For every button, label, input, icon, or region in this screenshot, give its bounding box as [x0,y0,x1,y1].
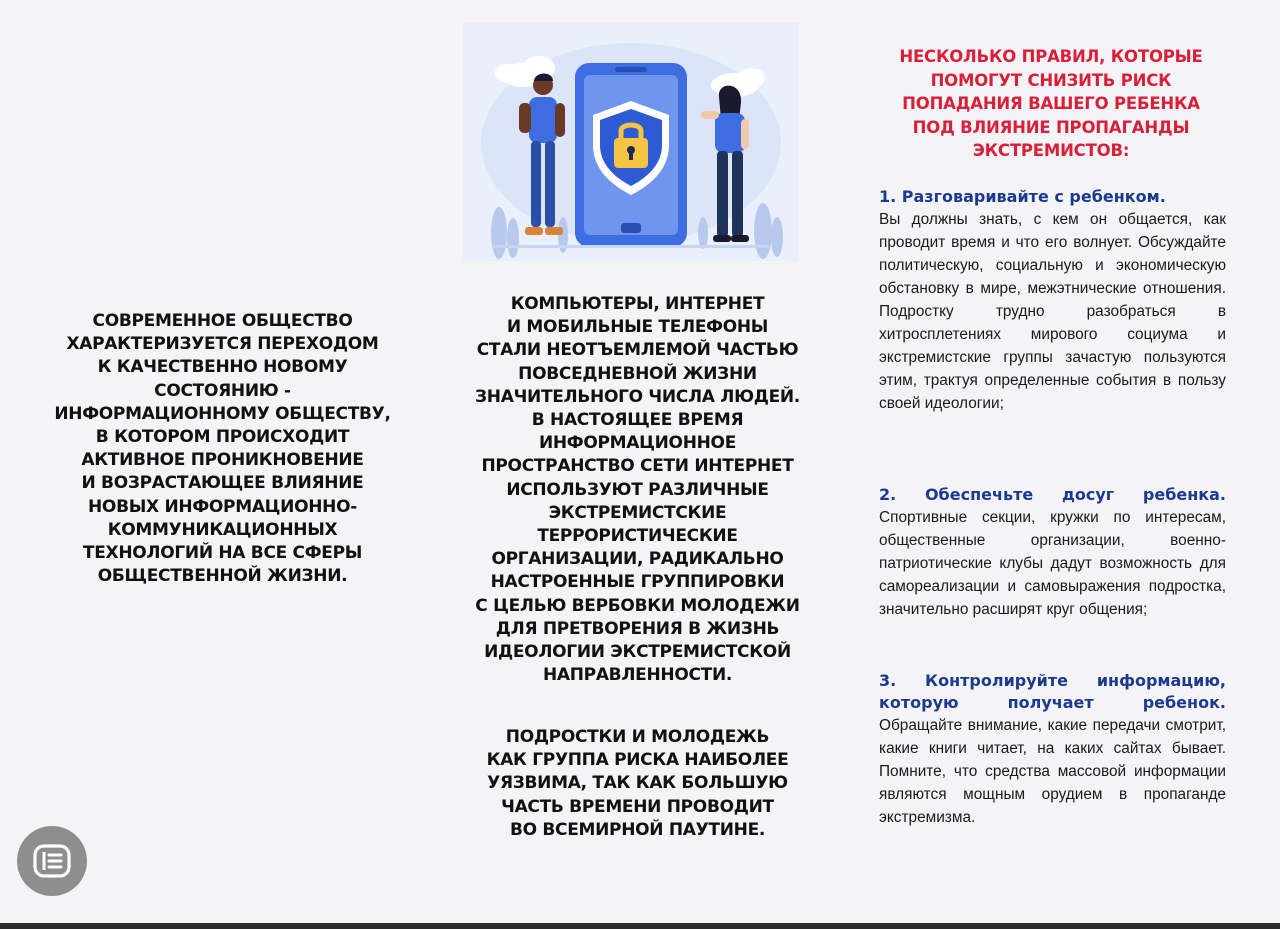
rule-item [879,484,1226,621]
rule-item [879,670,1226,829]
rule-item [879,186,1226,415]
rule-heading: 1. Разговаривайте с ребенком. [879,187,1166,206]
rule-body: Спортивные секции, кружки по интересам, общественные организации, военно-патриотические клубы дадут возможность для самореализации и самовыражения подростка, значительно расширят круг общения; [879,509,1226,618]
page-bottom-edge [0,923,1280,929]
middle-column-paragraph-2: ПОДРОСТКИ И МОЛОДЕЖЬ КАК ГРУППА РИСКА НАИБОЛЕЕ УЯЗВИМА, ТАК КАК БОЛЬШУЮ ЧАСТЬ ВРЕМЕНИ ПРОВОДИТ ВО ВСЕМИРНОЙ ПАУТИНЕ. [486,727,789,840]
middle-column-paragraph-1: КОМПЬЮТЕРЫ, ИНТЕРНЕТ И МОБИЛЬНЫЕ ТЕЛЕФОНЫ СТАЛИ НЕОТЪЕМЛЕМОЙ ЧАСТЬЮ ПОВСЕДНЕВНОЙ ЖИЗНИ ЗНАЧИТЕЛЬНОГО ЧИСЛА ЛЮДЕЙ. В НАСТОЯЩЕЕ ВРЕМЯ ИНФОРМАЦИОННОЕ ПРОСТРАНСТВО СЕТИ ИНТЕРНЕТ ИСПОЛЬЗУЮТ РАЗЛИЧНЫЕ ЭКСТРЕМИСТСКИЕ ТЕРРОРИСТИЧЕСКИЕ ОРГАНИЗАЦИИ, РАДИКАЛЬНО НАСТРОЕННЫЕ ГРУППИРОВКИ С ЦЕЛЬЮ ВЕРБОВКИ МОЛОДЕЖИ ДЛЯ ПРЕТВОРЕНИЯ В ЖИЗНЬ ИДЕОЛОГИИ ЭКСТРЕМИСТСКОЙ НАПРАВЛЕННОСТИ. [475,294,800,686]
rule-body: Обращайте внимание, какие передачи смотрит, какие книги читает, на каких сайтах бывает. Помните, что средства массовой информации являются мощным орудием в пропаганде экстремизма. [879,717,1226,826]
reader-mode-icon [32,844,72,878]
rule-heading: 2. Обеспечьте досуг ребенка. [879,485,1226,504]
illustration-cyber-security [463,23,799,261]
rules-title: НЕСКОЛЬКО ПРАВИЛ, КОТОРЫЕ ПОМОГУТ СНИЗИТЬ РИСК ПОПАДАНИЯ ВАШЕГО РЕБЕНКА ПОД ВЛИЯНИЕ ПРОПАГАНДЫ ЭКСТРЕМИСТОВ: [899,47,1203,160]
reader-mode-button[interactable] [17,826,87,896]
rule-heading: 3. Контролируйте информацию, которую получает ребенок. [879,671,1226,712]
rule-body: Вы должны знать, с кем он общается, как проводит время и что его волнует. Обсуждайте политическую, социальную и экономическую обстановку в мире, межэтнические отношения. Подростку трудно разобраться в хитросплетениях мирового социума и экстремистские группы зачастую пользуются этим, трактуя определенные события в пользу своей идеологии; [879,211,1226,412]
left-column-text: СОВРЕМЕННОЕ ОБЩЕСТВО ХАРАКТЕРИЗУЕТСЯ ПЕРЕХОДОМ К КАЧЕСТВЕННО НОВОМУ СОСТОЯНИЮ - ИНФОРМАЦИОННОМУ ОБЩЕСТВУ, В КОТОРОМ ПРОИСХОДИТ АКТИВНОЕ ПРОНИКНОВЕНИЕ И ВОЗРАСТАЮЩЕЕ ВЛИЯНИЕ НОВЫХ ИНФОРМАЦИОННО- КОММУНИКАЦИОННЫХ ТЕХНОЛОГИЙ НА ВСЕ СФЕРЫ ОБЩЕСТВЕННОЙ ЖИЗНИ. [54,311,391,587]
